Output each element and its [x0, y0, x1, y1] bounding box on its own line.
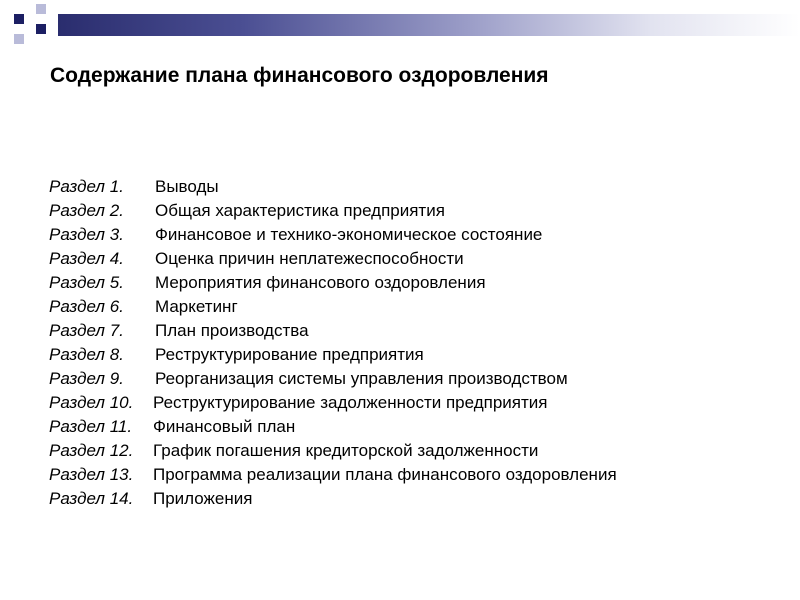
section-number: Раздел 14. — [49, 489, 134, 508]
section-title: Реструктурирование задолженности предприятия — [153, 393, 548, 412]
section-number: Раздел 13. — [49, 465, 134, 484]
slide-title: Содержание плана финансового оздоровления — [50, 64, 549, 87]
decor-square — [14, 34, 24, 44]
decor-square — [36, 4, 46, 14]
section-title: График погашения кредиторской задолженности — [153, 441, 539, 460]
section-number: Раздел 9. — [49, 369, 124, 388]
decor-square — [36, 24, 46, 34]
toc-item — [49, 200, 617, 224]
section-number: Раздел 5. — [49, 273, 124, 292]
section-title: Финансовый план — [153, 417, 296, 436]
section-number: Раздел 10. — [49, 393, 134, 412]
toc-item — [49, 272, 617, 296]
section-title: Оценка причин неплатежеспособности — [155, 249, 464, 268]
toc-item — [49, 416, 617, 440]
section-title: Реструктурирование предприятия — [155, 345, 424, 364]
section-title: Выводы — [155, 177, 219, 196]
toc-item — [49, 488, 617, 512]
section-number: Раздел 8. — [49, 345, 124, 364]
section-title: Приложения — [153, 489, 253, 508]
section-number: Раздел 2. — [49, 201, 124, 220]
toc-item — [49, 320, 617, 344]
toc-item — [49, 296, 617, 320]
section-number: Раздел 12. — [49, 441, 134, 460]
toc-item — [49, 464, 617, 488]
section-number: Раздел 6. — [49, 297, 124, 316]
section-title: Маркетинг — [155, 297, 238, 316]
section-title: Программа реализации плана финансового оздоровления — [153, 465, 617, 484]
toc-item — [49, 176, 617, 200]
section-number: Раздел 11. — [49, 417, 133, 436]
toc-item — [49, 224, 617, 248]
section-number: Раздел 4. — [49, 249, 124, 268]
table-of-contents — [49, 176, 617, 512]
toc-item — [49, 248, 617, 272]
section-title: Реорганизация системы управления производством — [155, 369, 568, 388]
section-title: Мероприятия финансового оздоровления — [155, 273, 486, 292]
section-number: Раздел 3. — [49, 225, 124, 244]
toc-item — [49, 344, 617, 368]
toc-item — [49, 392, 617, 416]
toc-item — [49, 440, 617, 464]
section-number: Раздел 1. — [49, 177, 124, 196]
section-number: Раздел 7. — [49, 321, 124, 340]
section-title: Общая характеристика предприятия — [155, 201, 445, 220]
decor-square — [14, 14, 24, 24]
toc-item — [49, 368, 617, 392]
section-title: План производства — [155, 321, 309, 340]
section-title: Финансовое и технико-экономическое состояние — [155, 225, 543, 244]
header-band — [58, 14, 800, 36]
